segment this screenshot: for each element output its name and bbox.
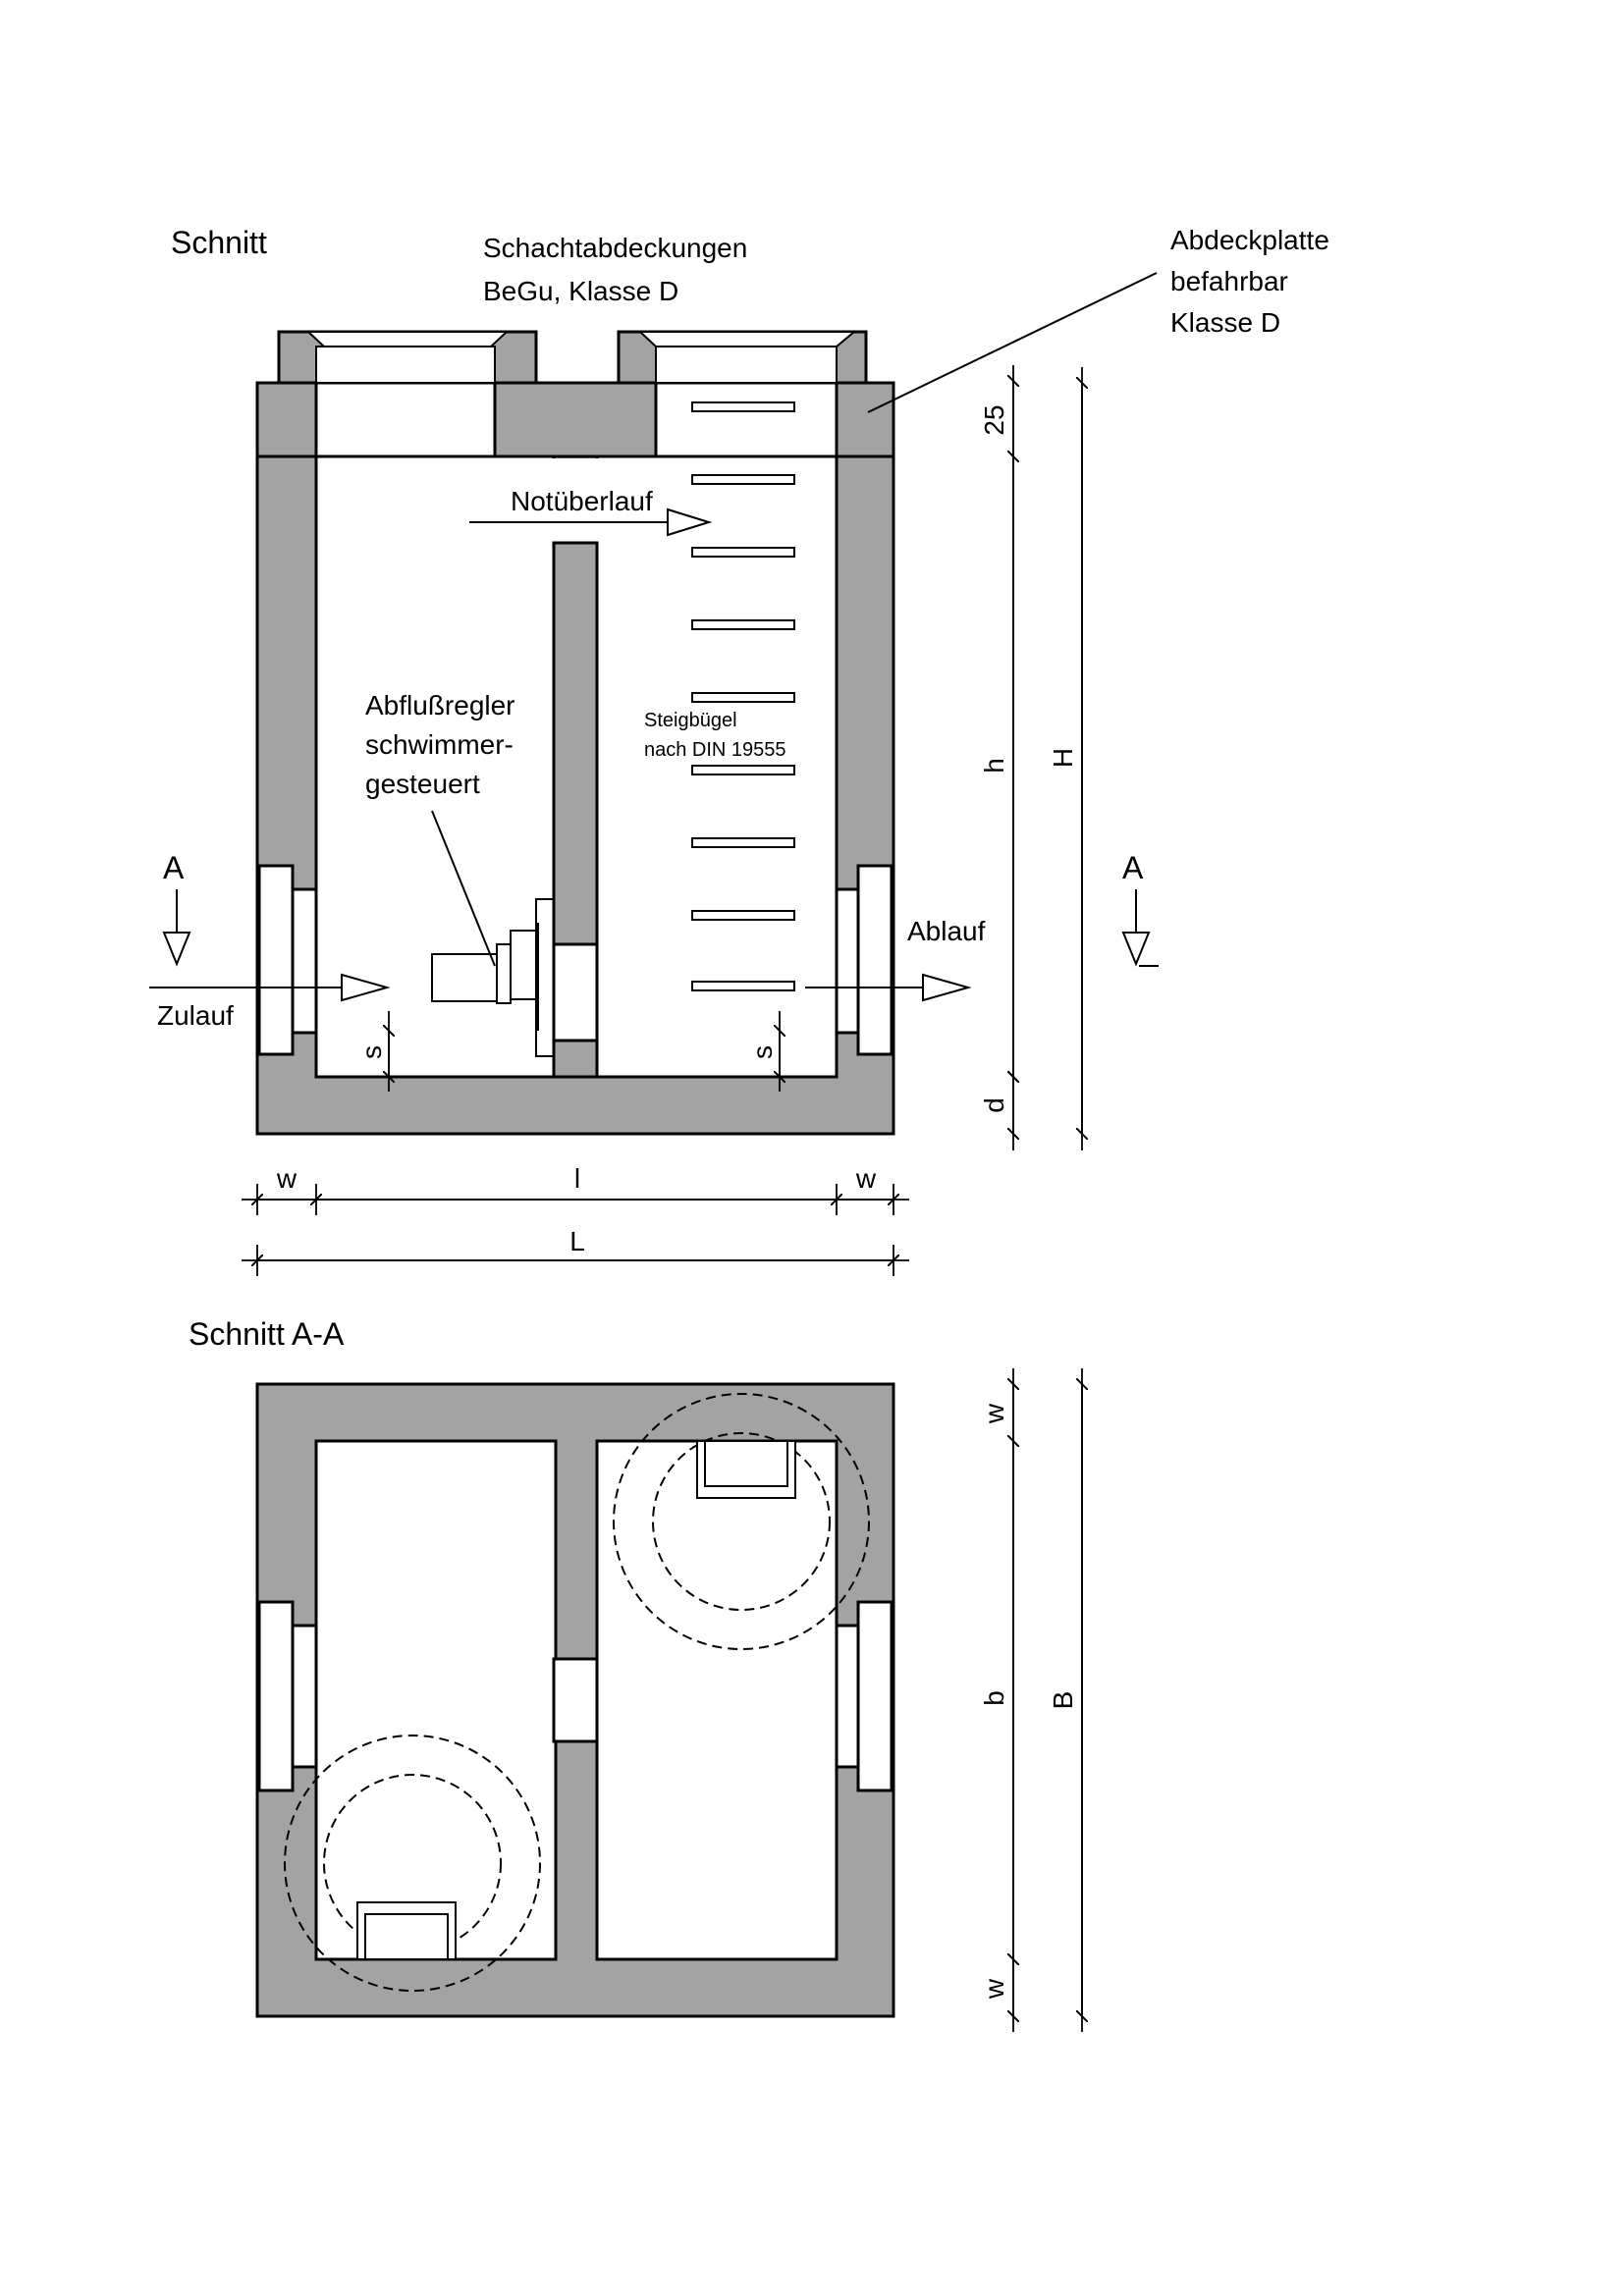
plan-view (257, 1368, 1082, 2032)
section-marker-right (1123, 889, 1159, 966)
section-aa-title: Schnitt A-A (189, 1316, 345, 1352)
plan-outflow-pipe (837, 1602, 892, 1790)
outflow-label: Ablauf (907, 916, 986, 946)
dim-label-w-bottom: w (979, 1978, 1009, 2000)
slab-leader (868, 273, 1157, 412)
dim-label-L: L (569, 1226, 585, 1256)
regulator-label-2: schwimmer- (365, 729, 514, 760)
section-title: Schnitt (171, 225, 267, 260)
covers-label-1: Schachtabdeckungen (483, 233, 748, 263)
step-irons-label-2: nach DIN 19555 (644, 739, 786, 761)
step-irons-label-1: Steigbügel (644, 710, 737, 731)
dim-label-b: b (979, 1690, 1009, 1706)
slab-label-3: Klasse D (1170, 307, 1281, 338)
inflow-label: Zulauf (157, 1000, 234, 1031)
partition-pipe (554, 944, 597, 1041)
covers-label-2: BeGu, Klasse D (483, 276, 679, 306)
cut-marker-left-label: A (163, 850, 185, 885)
plan-partition-pipe (554, 1659, 597, 1741)
slab-label-1: Abdeckplatte (1170, 225, 1329, 255)
manhole-cover-right (619, 332, 866, 383)
cut-marker-right-label: A (1122, 850, 1144, 885)
plan-chamber-left (316, 1441, 556, 1959)
overflow-label: Notüberlauf (511, 486, 653, 516)
dim-label-h: h (979, 758, 1009, 774)
dim-label-B: B (1048, 1690, 1078, 1710)
dim-label-s-left: s (356, 1045, 387, 1059)
regulator-label-1: Abflußregler (365, 690, 515, 721)
slab-opening-left (316, 383, 495, 456)
section-marker-left (164, 889, 189, 964)
dim-label-l: l (573, 1163, 581, 1194)
plan-chamber-right (597, 1441, 837, 1959)
dim-label-s-right: s (747, 1045, 778, 1059)
dim-label-d: d (979, 1097, 1009, 1113)
regulator-label-3: gesteuert (365, 769, 480, 799)
dim-label-H: H (1048, 747, 1078, 769)
inflow-pipe (259, 866, 316, 1054)
plan-inflow-pipe (259, 1602, 316, 1790)
dim-label-w-right: w (855, 1163, 877, 1194)
dim-label-w-top: w (979, 1403, 1009, 1424)
dim-label-slab: 25 (979, 404, 1009, 436)
slab-label-2: befahrbar (1170, 266, 1288, 296)
slab-opening-right (656, 383, 837, 456)
outflow-pipe (837, 866, 892, 1054)
dim-label-w-left: w (276, 1163, 298, 1194)
manhole-cover-left (279, 332, 536, 383)
